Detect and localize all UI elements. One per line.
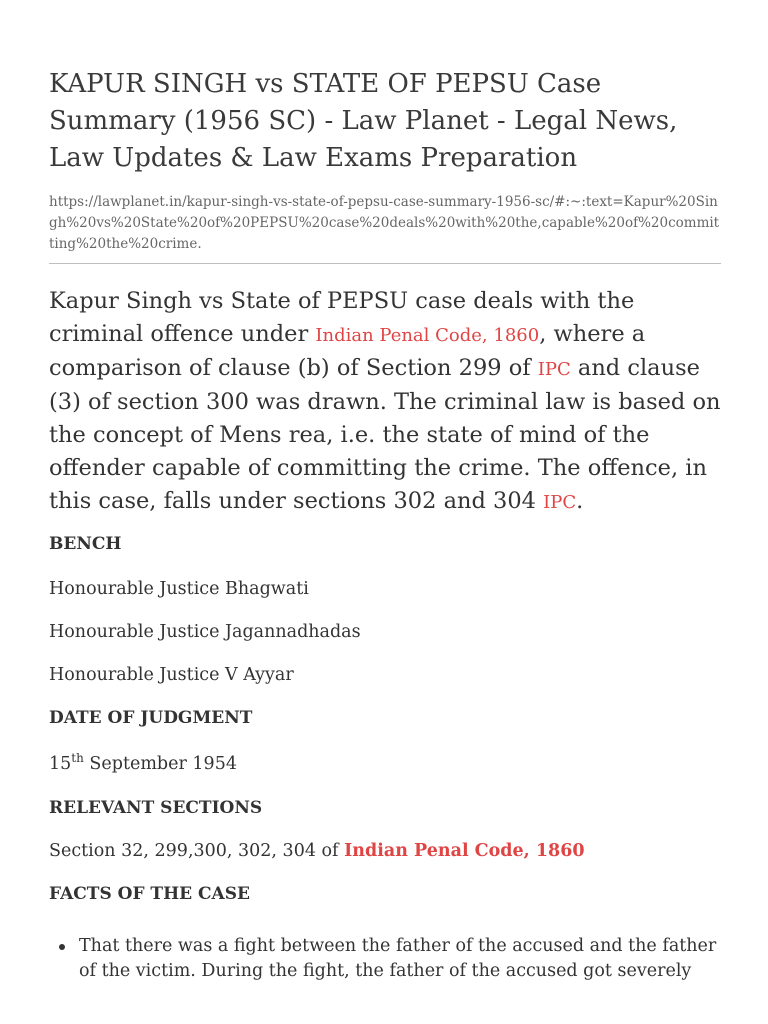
judge-item: Honourable Justice V Ayyar bbox=[49, 665, 294, 685]
facts-heading: FACTS OF THE CASE bbox=[49, 884, 250, 904]
bench-heading: BENCH bbox=[49, 534, 122, 554]
judgment-day-suffix: th bbox=[71, 751, 84, 766]
facts-list bbox=[49, 934, 721, 984]
ipc-link-1[interactable]: IPC bbox=[537, 359, 571, 380]
judgment-date-heading: DATE OF JUDGMENT bbox=[49, 708, 253, 728]
ipc-full-link[interactable]: Indian Penal Code, 1860 bbox=[315, 325, 540, 346]
title-divider bbox=[49, 263, 721, 264]
fact-text: That there was a fight between the father of the accused and the father of the victim. During the fight, the father of the accused got severely bbox=[79, 936, 717, 981]
judgment-day: 15 bbox=[49, 754, 72, 774]
judgment-month-year: September 1954 bbox=[83, 754, 237, 774]
intro-text-2: , where a comparison of clause (b) of Section 299 of bbox=[49, 321, 646, 381]
relevant-sections-heading: RELEVANT SECTIONS bbox=[49, 798, 263, 818]
sections-list: Section 32, 299,300, 302, 304 of bbox=[49, 841, 345, 861]
intro-text-3: and clause (3) of section 300 was drawn. The criminal law is based on the concept of Mens rea, i.e. the state of mind of the offender capable of committing the crime. The offence, in this case, falls under sections 302 and 304 bbox=[49, 355, 721, 514]
intro-text-4: . bbox=[576, 488, 584, 514]
intro-text-1: Kapur Singh vs State of PEPSU case deals with the criminal offence under bbox=[49, 288, 635, 347]
page-title: KAPUR SINGH vs STATE OF PEPSU Case Summary (1956 SC) - Law Planet - Legal News, Law Updates & Law Exams Preparation bbox=[49, 69, 678, 173]
judge-item: Honourable Justice Bhagwati bbox=[49, 579, 309, 599]
ipc-link-2[interactable]: IPC bbox=[543, 492, 577, 513]
judge-item: Honourable Justice Jagannadhadas bbox=[49, 622, 361, 642]
intro-paragraph bbox=[49, 285, 721, 519]
ipc-sections-link[interactable]: Indian Penal Code, 1860 bbox=[344, 841, 585, 861]
relevant-sections-text bbox=[49, 839, 585, 863]
list-item bbox=[49, 934, 721, 984]
bullet-icon bbox=[59, 944, 65, 950]
source-url: https://lawplanet.in/kapur-singh-vs-state-of-pepsu-case-summary-1956-sc/#:~:text=Kapur%20Singh%20vs%20State%20of%20PEPSU%20case%20deals%20with%20the,capable%20of%20committing%20the%20crime. bbox=[49, 194, 720, 252]
judgment-date bbox=[49, 752, 237, 776]
